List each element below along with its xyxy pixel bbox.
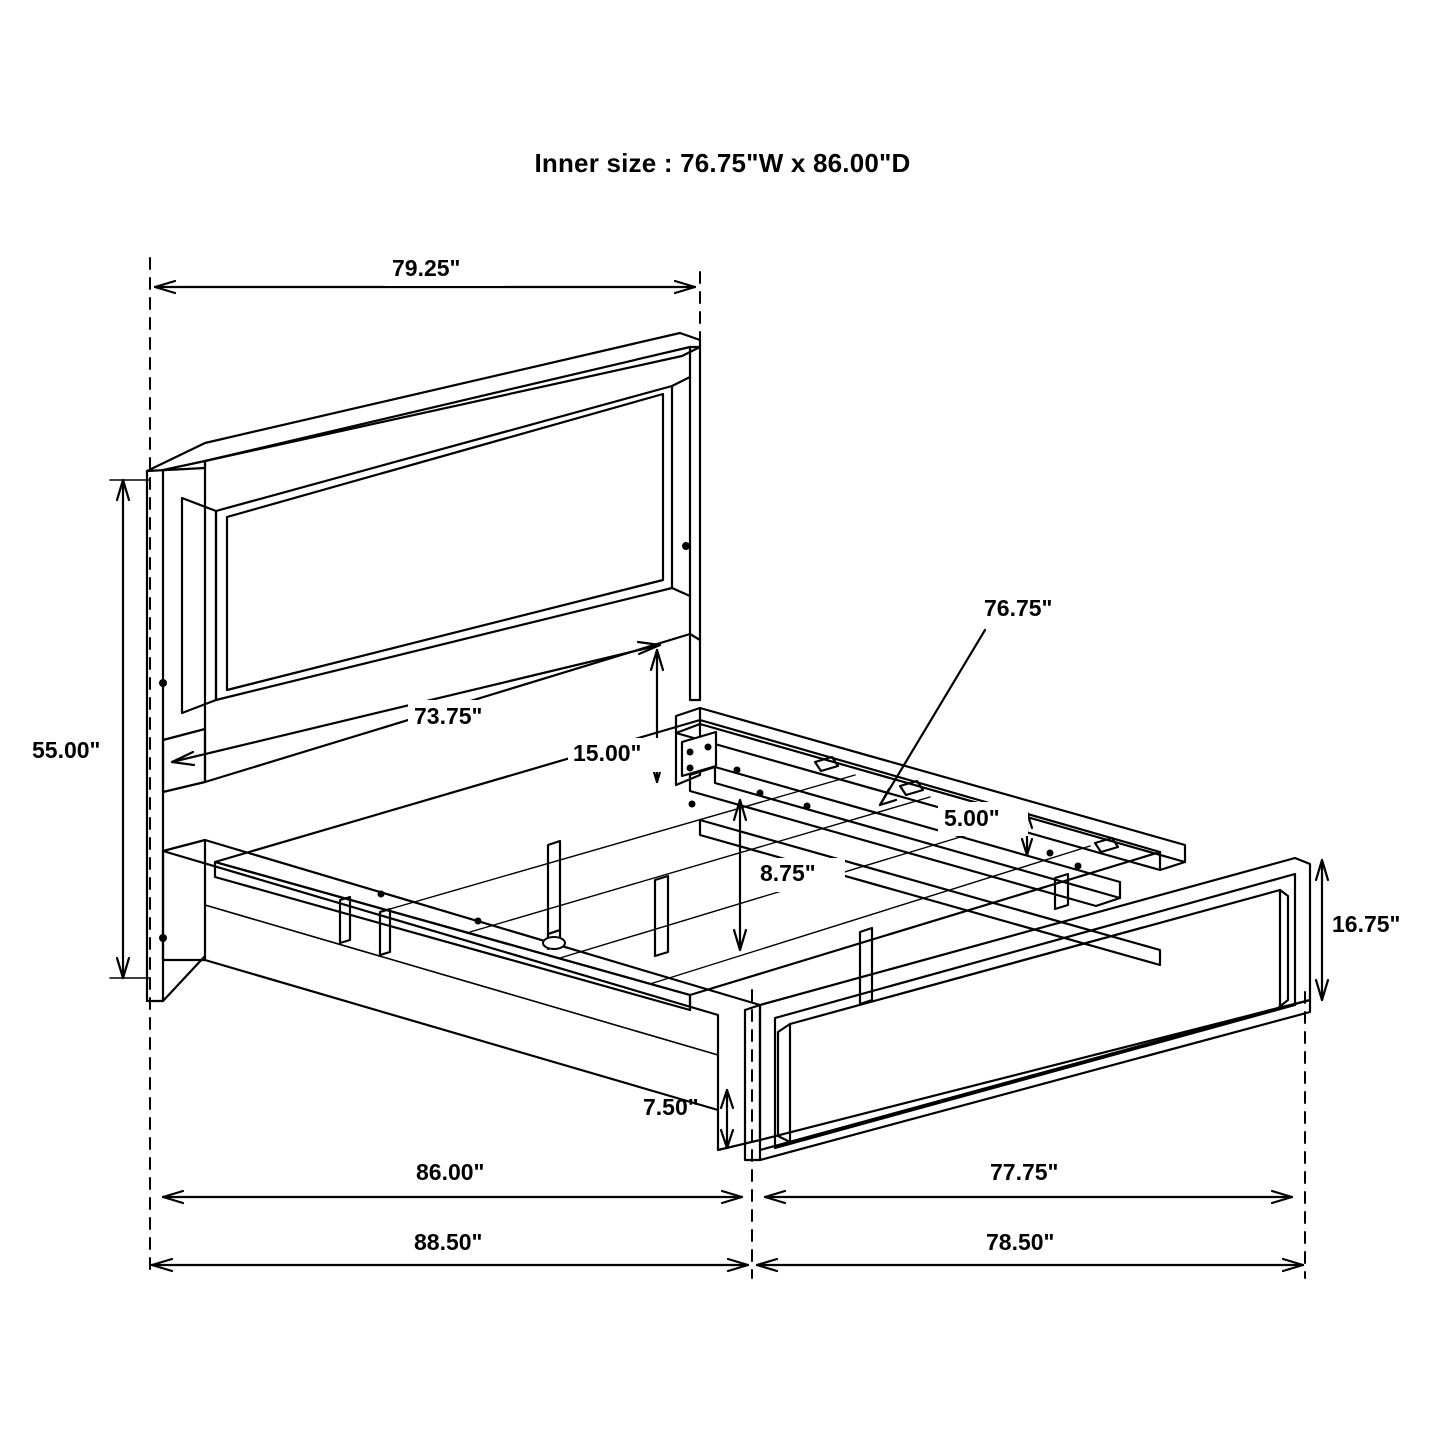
dim-label-55: 55.00" xyxy=(32,737,101,763)
rail-notch xyxy=(900,781,923,795)
dim-label-73-75: 73.75" xyxy=(414,703,483,729)
screw-dot xyxy=(682,542,690,550)
support-post xyxy=(655,876,668,956)
headboard-inner-panel xyxy=(216,386,672,700)
dim-label-88-5: 88.50" xyxy=(414,1229,483,1255)
footboard-face xyxy=(760,858,1310,1150)
dim-label-15: 15.00" xyxy=(573,740,642,766)
dim-label-5: 5.00" xyxy=(944,805,1000,831)
rail-notch xyxy=(1095,838,1118,852)
center-foot-cap xyxy=(543,937,565,949)
dim-label-16-75: 16.75" xyxy=(1332,911,1401,937)
dim-label-8-75: 8.75" xyxy=(760,860,816,886)
slat xyxy=(650,846,1090,984)
headboard-right-post xyxy=(690,347,700,640)
page-title: Inner size : 76.75"W x 86.00"D xyxy=(534,148,911,178)
dim-label-77-75: 77.75" xyxy=(990,1159,1059,1185)
dim-label-79-25: 79.25" xyxy=(392,255,461,281)
center-post xyxy=(548,841,560,934)
rail-notch xyxy=(815,757,838,771)
leader-76-75 xyxy=(880,630,985,805)
headboard-lower-rail xyxy=(163,729,205,792)
dim-label-78-5: 78.50" xyxy=(986,1229,1055,1255)
dim-label-76-75: 76.75" xyxy=(984,595,1053,621)
headboard-inner-panel-2 xyxy=(227,394,663,690)
screw-dot xyxy=(159,679,167,687)
footboard-inner-panel xyxy=(778,890,1288,1142)
right-ledge xyxy=(700,820,1160,965)
headboard-left-inner-bevel xyxy=(182,498,216,713)
dim-label-7-5: 7.50" xyxy=(643,1094,699,1120)
dim-label-86: 86.00" xyxy=(416,1159,485,1185)
